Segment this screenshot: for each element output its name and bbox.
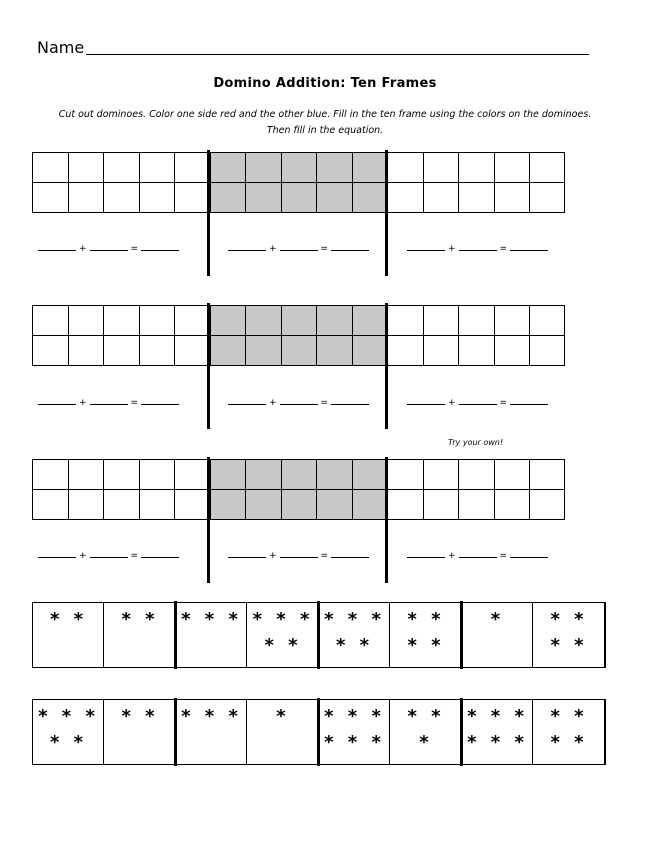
ten-frame-cell[interactable] [210,459,246,489]
ten-frame-cell[interactable] [245,182,281,212]
domino-half[interactable] [462,700,533,764]
ten-frame-cell[interactable] [103,182,139,212]
answer-blank[interactable] [141,403,179,405]
domino-dots: * * * [181,706,242,727]
domino-dots: * * [49,732,88,753]
answer-blank[interactable] [90,403,128,405]
domino-dots: * * [335,635,374,656]
section-divider [385,457,388,583]
ten-frame-cell[interactable] [139,489,175,519]
instructions [40,107,610,139]
domino-dots: * * [121,609,159,630]
ten-frame-cell[interactable] [245,489,281,519]
ten-frame-cell[interactable] [32,489,68,519]
answer-blank[interactable] [331,249,369,251]
addition-equation [407,244,548,254]
ten-frame-cell[interactable] [494,489,530,519]
ten-frame-cell[interactable] [245,335,281,365]
equals-sign: = [320,244,329,254]
domino-half[interactable] [176,700,247,764]
ten-frame-cell[interactable] [68,459,104,489]
ten-frame-cell[interactable] [423,459,459,489]
ten-frame-cell[interactable] [139,459,175,489]
domino-dots: * * * [38,706,99,727]
ten-frame-cell[interactable] [458,335,494,365]
addition-equation [38,244,179,254]
plus-sign: + [79,398,87,408]
ten-frame-cell[interactable] [210,182,246,212]
domino-separator [460,698,463,766]
domino-dots: * * * [324,706,385,727]
domino-row [32,602,606,668]
ten-frame-cell[interactable] [458,489,494,519]
domino-dots: * * * [252,609,314,630]
worksheet-title: Domino Addition: Ten Frames [213,76,437,91]
ten-frame-cell[interactable] [103,305,139,335]
ten-frame-cell[interactable] [174,335,210,365]
ten-frame-cell[interactable] [68,152,104,182]
answer-blank[interactable] [459,403,497,405]
ten-frame-cell[interactable] [316,305,352,335]
ten-frame-cell[interactable] [494,182,530,212]
ten-frame-cell[interactable] [210,489,246,519]
ten-frame-cell[interactable] [316,489,352,519]
ten-frame-cell[interactable] [316,152,352,182]
domino-half[interactable] [105,700,176,764]
addition-equation [407,398,548,408]
domino-half[interactable] [319,700,390,764]
ten-frame-cell[interactable] [139,305,175,335]
ten-frame-cell[interactable] [174,305,210,335]
addition-equation [228,244,369,254]
ten-frame-cell[interactable] [32,335,68,365]
section-divider [207,150,210,276]
ten-frame-cell[interactable] [352,152,388,182]
ten-frame-grid [32,152,565,213]
domino-dots: * * [550,635,588,656]
answer-blank[interactable] [407,556,445,558]
name-line [37,38,589,57]
ten-frame-cell[interactable] [494,152,530,182]
ten-frame-cell[interactable] [103,335,139,365]
plus-sign: + [269,244,277,254]
ten-frame-cell[interactable] [387,459,423,489]
ten-frame-cell[interactable] [103,152,139,182]
answer-blank[interactable] [407,249,445,251]
domino-half[interactable] [319,603,390,667]
answer-blank[interactable] [90,249,128,251]
ten-frame-cell[interactable] [458,459,494,489]
ten-frame-grid [32,459,565,520]
ten-frame-cell[interactable] [352,489,388,519]
ten-frame-cell[interactable] [68,305,104,335]
ten-frame-cell[interactable] [352,459,388,489]
answer-blank[interactable] [331,403,369,405]
ten-frame-cell[interactable] [387,182,423,212]
domino-dots: * * * [181,609,242,630]
section-divider [207,457,210,583]
ten-frame-cell[interactable] [68,489,104,519]
answer-blank[interactable] [38,249,76,251]
domino-dots: * * [264,635,302,656]
answer-blank[interactable] [331,556,369,558]
ten-frame-cell[interactable] [387,489,423,519]
answer-blank[interactable] [90,556,128,558]
domino-dots: * * [407,706,445,727]
domino-dots: * * * [467,732,528,753]
ten-frame-cell[interactable] [529,182,565,212]
ten-frame-cell[interactable] [352,305,388,335]
domino-separator [460,601,463,669]
addition-equation [38,551,179,561]
domino-half[interactable] [248,700,319,764]
plus-sign: + [269,551,277,561]
domino-half[interactable] [176,603,247,667]
ten-frame-cell[interactable] [174,182,210,212]
ten-frame-cell[interactable] [32,152,68,182]
ten-frame-cell[interactable] [458,182,494,212]
domino-half[interactable] [534,700,605,764]
addition-equation [228,551,369,561]
domino-dots: * [419,732,433,753]
ten-frame-cell[interactable] [494,335,530,365]
equals-sign: = [130,398,139,408]
ten-frame-cell[interactable] [529,152,565,182]
ten-frame-cell[interactable] [423,489,459,519]
ten-frame-cell[interactable] [281,182,317,212]
domino-dots: * * [407,609,445,630]
ten-frame-cell[interactable] [529,489,565,519]
instructions-line-2: Then fill in the equation. [266,125,384,136]
domino-half[interactable] [534,603,605,667]
section-divider [385,303,388,429]
domino-separator [317,601,320,669]
domino-dots: * * [550,732,588,753]
answer-blank[interactable] [459,249,497,251]
domino-separator [174,698,177,766]
answer-blank[interactable] [38,403,76,405]
ten-frame-cell[interactable] [387,152,423,182]
equals-sign: = [320,398,329,408]
domino-dots: * * * [324,609,385,630]
domino-dots: * * * [467,706,528,727]
ten-frame-cell[interactable] [423,152,459,182]
answer-blank[interactable] [141,249,179,251]
ten-frame-cell[interactable] [281,152,317,182]
plus-sign: + [269,398,277,408]
ten-frame-cell[interactable] [316,182,352,212]
ten-frame-cell[interactable] [210,335,246,365]
ten-frame-cell[interactable] [210,305,246,335]
answer-blank[interactable] [510,403,548,405]
name-label: Name [37,38,85,57]
domino-row [32,699,606,765]
domino-dots: * * [550,706,588,727]
answer-blank[interactable] [141,556,179,558]
plus-sign: + [448,551,456,561]
answer-blank[interactable] [228,556,266,558]
domino-half[interactable] [33,700,104,764]
equals-sign: = [130,551,139,561]
ten-frame-cell[interactable] [68,335,104,365]
domino-dots: * * * [324,732,385,753]
domino-half[interactable] [248,603,319,667]
domino-dots: * * [550,609,588,630]
ten-frame-cell[interactable] [352,335,388,365]
plus-sign: + [79,551,87,561]
ten-frame-cell[interactable] [210,152,246,182]
domino-half[interactable] [391,700,462,764]
ten-frame-cell[interactable] [281,335,317,365]
answer-blank[interactable] [510,249,548,251]
ten-frame-cell[interactable] [139,152,175,182]
domino-separator [174,601,177,669]
ten-frame-cell[interactable] [458,305,494,335]
ten-frame-cell[interactable] [529,459,565,489]
plus-sign: + [448,398,456,408]
section-divider [385,150,388,276]
answer-blank[interactable] [459,556,497,558]
ten-frame-cell[interactable] [316,335,352,365]
equals-sign: = [130,244,139,254]
ten-frame-cell[interactable] [32,459,68,489]
answer-blank[interactable] [280,403,318,405]
ten-frame-cell[interactable] [387,305,423,335]
domino-separator [317,698,320,766]
equals-sign: = [499,398,508,408]
ten-frame-cell[interactable] [423,305,459,335]
ten-frame-cell[interactable] [281,489,317,519]
try-your-own-note: Try your own! [448,438,504,447]
addition-equation [38,398,179,408]
ten-frame-cell[interactable] [529,305,565,335]
addition-equation [228,398,369,408]
instructions-line-1: Cut out dominoes. Color one side red and the other blue. Fill in the ten frame using the colors on the dominoes. [58,109,592,120]
ten-frame-cell[interactable] [245,305,281,335]
equals-sign: = [499,551,508,561]
ten-frame-grid [32,305,565,366]
equals-sign: = [320,551,329,561]
ten-frame-cell[interactable] [32,305,68,335]
answer-blank[interactable] [280,556,318,558]
ten-frame-cell[interactable] [245,459,281,489]
answer-blank[interactable] [38,556,76,558]
domino-half[interactable] [105,603,176,667]
domino-half[interactable] [391,603,462,667]
ten-frame-cell[interactable] [174,489,210,519]
answer-blank[interactable] [280,249,318,251]
domino-dots: * * [121,706,159,727]
ten-frame-cell[interactable] [494,459,530,489]
plus-sign: + [448,244,456,254]
domino-dots: * [490,609,505,630]
answer-blank[interactable] [407,403,445,405]
ten-frame-cell[interactable] [68,182,104,212]
ten-frame-cell[interactable] [174,459,210,489]
equals-sign: = [499,244,508,254]
ten-frame-cell[interactable] [494,305,530,335]
ten-frame-cell[interactable] [281,459,317,489]
ten-frame-cell[interactable] [245,152,281,182]
domino-half[interactable] [462,603,533,667]
section-divider [207,303,210,429]
domino-dots: * [276,706,290,727]
ten-frame-cell[interactable] [423,335,459,365]
domino-dots: * * [407,635,445,656]
ten-frame-cell[interactable] [281,305,317,335]
answer-blank[interactable] [510,556,548,558]
ten-frame-cell[interactable] [103,489,139,519]
ten-frame-cell[interactable] [139,182,175,212]
ten-frame-cell[interactable] [352,182,388,212]
addition-equation [407,551,548,561]
domino-half[interactable] [33,603,104,667]
ten-frame-cell[interactable] [423,182,459,212]
ten-frame-cell[interactable] [387,335,423,365]
ten-frame-cell[interactable] [32,182,68,212]
name-blank[interactable] [86,54,589,55]
ten-frame-cell[interactable] [174,152,210,182]
domino-dots: * * [49,609,88,630]
ten-frame-cell[interactable] [316,459,352,489]
answer-blank[interactable] [228,249,266,251]
ten-frame-cell[interactable] [529,335,565,365]
ten-frame-cell[interactable] [103,459,139,489]
ten-frame-cell[interactable] [458,152,494,182]
ten-frame-cell[interactable] [139,335,175,365]
plus-sign: + [79,244,87,254]
answer-blank[interactable] [228,403,266,405]
